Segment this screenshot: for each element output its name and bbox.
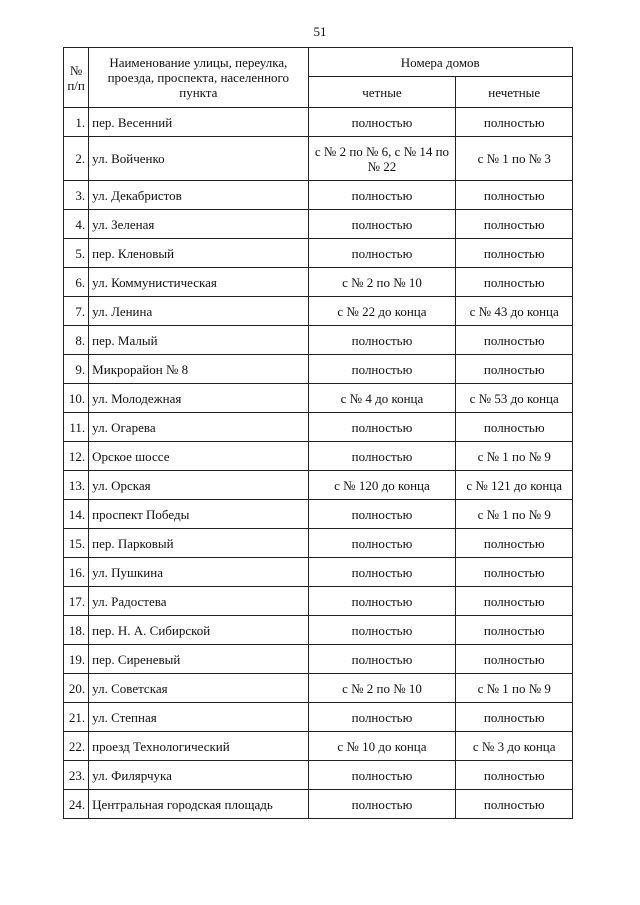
odd-houses: с № 3 до конца: [456, 732, 573, 761]
even-houses: полностью: [308, 326, 456, 355]
odd-houses: полностью: [456, 108, 573, 137]
even-houses: полностью: [308, 210, 456, 239]
street-name: проезд Технологический: [89, 732, 308, 761]
odd-houses: полностью: [456, 703, 573, 732]
odd-houses: полностью: [456, 413, 573, 442]
odd-houses: полностью: [456, 181, 573, 210]
odd-houses: с № 1 по № 9: [456, 500, 573, 529]
table-row: [64, 761, 573, 790]
table-row: [64, 268, 573, 297]
odd-houses: с № 1 по № 9: [456, 674, 573, 703]
street-name: Микрорайон № 8: [89, 355, 308, 384]
table-row: [64, 558, 573, 587]
street-name: ул. Войченко: [89, 137, 308, 181]
table-row: [64, 471, 573, 500]
even-houses: с № 10 до конца: [308, 732, 456, 761]
odd-houses: с № 43 до конца: [456, 297, 573, 326]
header-odd: нечетные: [456, 77, 573, 108]
row-num: 5.: [64, 239, 89, 268]
streets-table: [63, 47, 573, 819]
row-num: 4.: [64, 210, 89, 239]
even-houses: полностью: [308, 558, 456, 587]
row-num: 16.: [64, 558, 89, 587]
header-num: № п/п: [64, 48, 89, 108]
street-name: Центральная городская площадь: [89, 790, 308, 819]
row-num: 23.: [64, 761, 89, 790]
odd-houses: полностью: [456, 355, 573, 384]
odd-houses: полностью: [456, 558, 573, 587]
street-name: проспект Победы: [89, 500, 308, 529]
street-name: ул. Зеленая: [89, 210, 308, 239]
odd-houses: полностью: [456, 645, 573, 674]
table-row: [64, 297, 573, 326]
odd-houses: полностью: [456, 326, 573, 355]
row-num: 19.: [64, 645, 89, 674]
street-name: пер. Весенний: [89, 108, 308, 137]
table-row: [64, 703, 573, 732]
table-row: [64, 616, 573, 645]
even-houses: полностью: [308, 761, 456, 790]
street-name: ул. Ленина: [89, 297, 308, 326]
street-name: пер. Малый: [89, 326, 308, 355]
even-houses: полностью: [308, 500, 456, 529]
header-even: четные: [308, 77, 456, 108]
row-num: 2.: [64, 137, 89, 181]
row-num: 1.: [64, 108, 89, 137]
table-row: [64, 790, 573, 819]
even-houses: полностью: [308, 645, 456, 674]
even-houses: полностью: [308, 442, 456, 471]
page-number: 51: [313, 24, 327, 39]
row-num: 20.: [64, 674, 89, 703]
table-row: [64, 674, 573, 703]
street-name: ул. Молодежная: [89, 384, 308, 413]
table-row: [64, 181, 573, 210]
odd-houses: полностью: [456, 210, 573, 239]
header-name: Наименование улицы, переулка, проезда, проспекта, населенного пункта: [89, 48, 308, 108]
even-houses: полностью: [308, 529, 456, 558]
row-num: 12.: [64, 442, 89, 471]
even-houses: полностью: [308, 587, 456, 616]
odd-houses: с № 53 до конца: [456, 384, 573, 413]
even-houses: полностью: [308, 616, 456, 645]
street-name: пер. Кленовый: [89, 239, 308, 268]
street-name: ул. Орская: [89, 471, 308, 500]
street-name: ул. Пушкина: [89, 558, 308, 587]
row-num: 24.: [64, 790, 89, 819]
row-num: 13.: [64, 471, 89, 500]
row-num: 18.: [64, 616, 89, 645]
table-row: [64, 137, 573, 181]
header-houses: Номера домов: [308, 48, 573, 77]
odd-houses: полностью: [456, 239, 573, 268]
table-row: [64, 413, 573, 442]
row-num: 7.: [64, 297, 89, 326]
even-houses: полностью: [308, 355, 456, 384]
odd-houses: полностью: [456, 587, 573, 616]
row-num: 3.: [64, 181, 89, 210]
even-houses: полностью: [308, 239, 456, 268]
table-row: [64, 239, 573, 268]
table-row: [64, 645, 573, 674]
even-houses: полностью: [308, 181, 456, 210]
even-houses: полностью: [308, 108, 456, 137]
table-row: [64, 326, 573, 355]
row-num: 15.: [64, 529, 89, 558]
table-row: [64, 355, 573, 384]
odd-houses: с № 1 по № 9: [456, 442, 573, 471]
odd-houses: полностью: [456, 761, 573, 790]
street-name: ул. Коммунистическая: [89, 268, 308, 297]
street-name: ул. Филярчука: [89, 761, 308, 790]
odd-houses: с № 1 по № 3: [456, 137, 573, 181]
table-row: [64, 442, 573, 471]
even-houses: с № 2 по № 6, с № 14 по № 22: [308, 137, 456, 181]
table-row: [64, 732, 573, 761]
street-name: ул. Радостева: [89, 587, 308, 616]
row-num: 22.: [64, 732, 89, 761]
even-houses: с № 22 до конца: [308, 297, 456, 326]
odd-houses: полностью: [456, 616, 573, 645]
table-row: [64, 384, 573, 413]
row-num: 11.: [64, 413, 89, 442]
even-houses: с № 2 по № 10: [308, 268, 456, 297]
table-row: [64, 108, 573, 137]
row-num: 17.: [64, 587, 89, 616]
table-row: [64, 529, 573, 558]
even-houses: полностью: [308, 413, 456, 442]
row-num: 8.: [64, 326, 89, 355]
street-name: Орское шоссе: [89, 442, 308, 471]
street-name: ул. Декабристов: [89, 181, 308, 210]
even-houses: полностью: [308, 703, 456, 732]
odd-houses: полностью: [456, 790, 573, 819]
even-houses: с № 4 до конца: [308, 384, 456, 413]
street-name: пер. Сиреневый: [89, 645, 308, 674]
even-houses: с № 2 по № 10: [308, 674, 456, 703]
even-houses: с № 120 до конца: [308, 471, 456, 500]
row-num: 14.: [64, 500, 89, 529]
street-name: ул. Огарева: [89, 413, 308, 442]
row-num: 9.: [64, 355, 89, 384]
table-row: [64, 500, 573, 529]
table-row: [64, 210, 573, 239]
table-row: [64, 587, 573, 616]
even-houses: полностью: [308, 790, 456, 819]
street-name: ул. Советская: [89, 674, 308, 703]
street-name: пер. Парковый: [89, 529, 308, 558]
row-num: 21.: [64, 703, 89, 732]
odd-houses: с № 121 до конца: [456, 471, 573, 500]
odd-houses: полностью: [456, 268, 573, 297]
odd-houses: полностью: [456, 529, 573, 558]
street-name: пер. Н. А. Сибирской: [89, 616, 308, 645]
street-name: ул. Степная: [89, 703, 308, 732]
row-num: 6.: [64, 268, 89, 297]
row-num: 10.: [64, 384, 89, 413]
